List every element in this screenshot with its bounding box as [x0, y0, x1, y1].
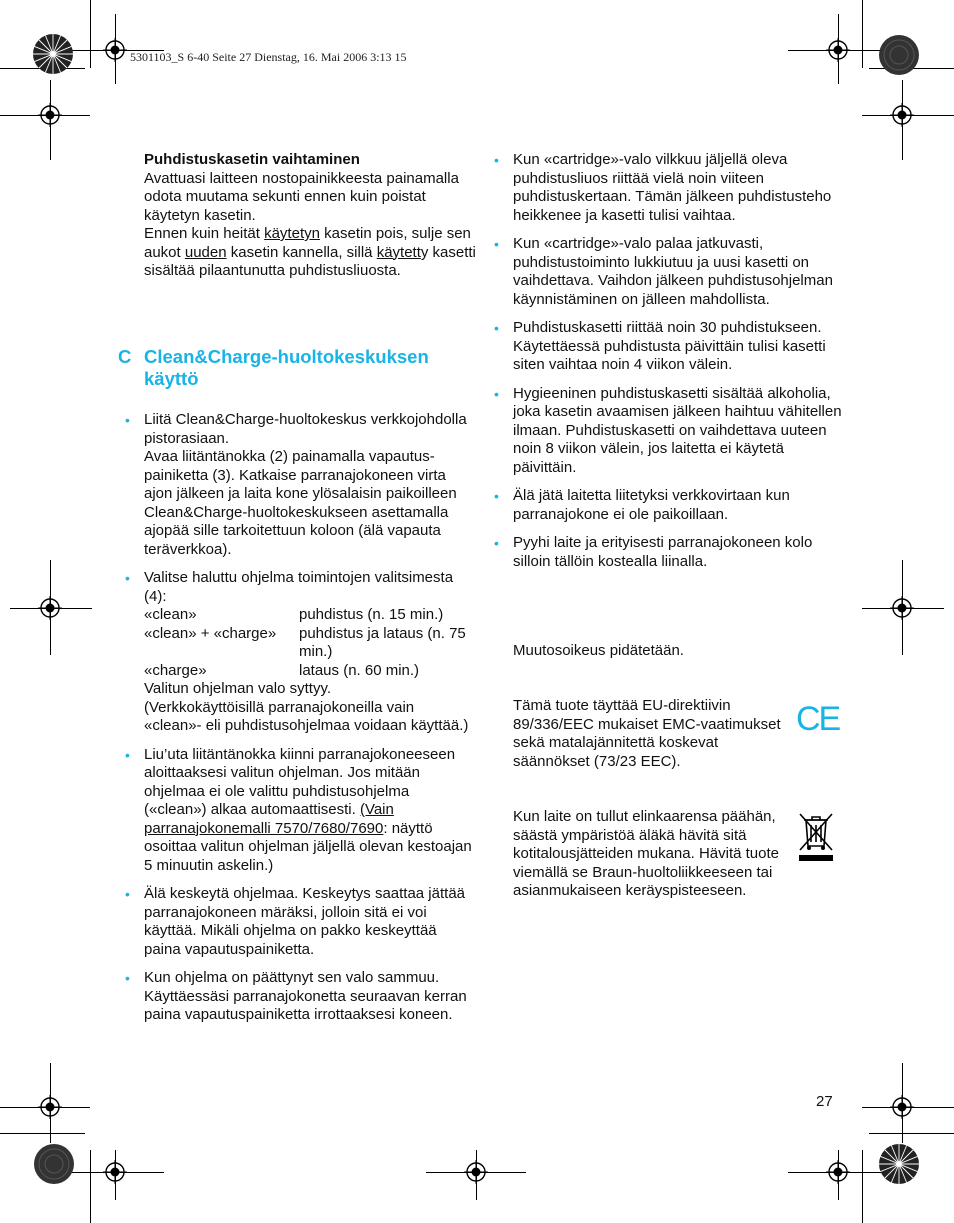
paragraph: • Liitä Clean&Charge-huoltokeskus verkkojohdolla pistorasiaan. [144, 411, 467, 447]
weee-notice: Kun laite on tullut elinkaarensa päähän, säästä ympäristöä äläkä hävitä sitä kotitalousjätteiden mukana. Hävitä tuote viemällä se Braun-huoltoliikkeeseen tai asianmukaiseen keräyspisteeseen. [513, 808, 779, 899]
program-name: «clean» + «charge» [144, 624, 277, 642]
trim-line [90, 0, 91, 68]
print-rosette-icon [32, 33, 74, 75]
section-title: Puhdistuskasetin vaihtaminen [144, 151, 360, 168]
trim-line [862, 1150, 863, 1223]
text-run: Liu’uta liitäntänokka kiinni parranajokoneeseen aloittaaksesi valitun ohjelman. Jos mitään ohjelmaa ei ole valittu puhdistusohjelma («clean») alkaa automaattisesti. [144, 745, 456, 818]
list-item: • Kun «cartridge»-valo vilkkuu jäljellä oleva puhdistusliuos riittää vielä noin viiteen puhdistuskertaan. Tämän jälkeen puhdistusteho heikkenee ja kasetti tulisi vaihtaa. [513, 151, 843, 225]
list-item: • Älä jätä laitetta liitetyksi verkkovirtaan kun parranajokone ei ole paikoillaan. [513, 487, 843, 524]
paragraph: • Valitse haluttu ohjelma toimintojen valitsimesta (4): [144, 569, 454, 605]
section-letter: C [118, 346, 132, 367]
crossed-bin-icon [797, 810, 835, 866]
paragraph: (Verkkokäyttöisillä parranajokoneilla vain «clean»- eli puhdistusohjelmaa voidaan käyttää.) [144, 698, 469, 734]
list-item [144, 969, 474, 1025]
registration-mark-icon [890, 596, 914, 620]
text-run: kasetin kannella, sillä [226, 243, 377, 261]
list-item: • Hygieeninen puhdistuskasetti sisältää alkoholia, joka kasetin avaamisen jälkeen haihtuu vähitellen ilmaan. Puhdistuskasetti on vaihdettava uuteen noin 8 viikon välein, jos laitetta ei käytetä päivittäin. [513, 385, 843, 478]
bullet-list [513, 151, 843, 571]
registration-mark-icon [890, 1095, 914, 1119]
trim-line [0, 1133, 85, 1134]
reservation-note: Muutosoikeus pidätetään. [513, 642, 684, 659]
underlined-text: käytett [376, 243, 421, 261]
print-header: 5301103_S 6-40 Seite 27 Dienstag, 16. Mai 2006 3:13 15 [130, 50, 407, 64]
paragraph: Avaa liitäntänokka (2) painamalla vapautuspainiketta (3). Katkaise parranajokoneen virta ajon jälkeen ja laita kone ylösalaisin paikoilleen Clean&Charge-huoltokeskukseen asettamalla ajopää sille tarkoitettuun koloon (älä vapauta teräverkkoa). [144, 448, 457, 558]
cartridge-section [144, 151, 479, 281]
paragraph: Avattuasi laitteen nostopainikkeesta painamalla odota muutama sekunti ennen kuin poistat käytetyn kasetin. [144, 169, 459, 224]
list-item [144, 885, 474, 959]
list-item [144, 746, 474, 876]
list-item: • Pyyhi laite ja erityisesti parranajokoneen kolo silloin tällöin kostealla liinalla. [513, 534, 843, 571]
section-heading-text: Clean&Charge-huoltokeskuksen käyttö [144, 346, 429, 389]
text-run: Ennen kuin heität [144, 225, 265, 242]
program-name: «charge» [144, 661, 207, 679]
text-run: y kasetti sisältää pilaantunutta puhdistusliuosta. [144, 243, 476, 279]
underlined-text: uuden [184, 243, 227, 261]
paragraph: • Kun ohjelma on päättynyt sen valo sammuu. Käyttäessäsi parranajokonetta seuraavan kerran paina vapautuspainiketta irrottaaksesi koneen. [144, 969, 467, 1023]
registration-mark-icon [103, 1160, 127, 1184]
paragraph [144, 746, 474, 876]
text-run: : näyttö osoittaa valitun ohjelman jäljellä olevan kestoajan 5 minuutin askelin.) [144, 819, 472, 874]
registration-mark-icon [38, 1095, 62, 1119]
program-table [144, 606, 474, 680]
ce-mark-icon: CE [796, 700, 840, 738]
text-run: kasetin pois, sulje sen aukot [144, 225, 471, 261]
usage-instructions [144, 411, 474, 1035]
registration-mark-icon [826, 1160, 850, 1184]
registration-mark-icon [826, 38, 850, 62]
print-rosette-icon [878, 1143, 920, 1185]
registration-mark-icon [464, 1160, 488, 1184]
trim-line [862, 0, 863, 68]
trim-line [869, 1133, 954, 1134]
trim-line [90, 1150, 91, 1223]
program-desc: puhdistus ja lataus (n. 75 min.) [299, 624, 466, 660]
registration-mark-icon [38, 103, 62, 127]
print-rosette-icon [33, 1143, 75, 1185]
paragraph [144, 225, 479, 281]
program-desc: lataus (n. 60 min.) [299, 661, 420, 679]
list-item: • Puhdistuskasetti riittää noin 30 puhdistukseen. Käytettäessä puhdistusta päivittäin tulisi kasetti siten vaihtaa noin 4 viikon välein. [513, 319, 843, 375]
list-item [144, 411, 474, 559]
page-number: 27 [816, 1093, 833, 1110]
list-item [144, 569, 474, 736]
registration-mark-icon [38, 596, 62, 620]
registration-mark-icon [890, 103, 914, 127]
registration-mark-icon [103, 38, 127, 62]
ce-notice: Tämä tuote täyttää EU-direktiivin 89/336/EEC mukaiset EMC-vaatimukset sekä matalajännitettä koskevat säännökset (73/23 EEC). [513, 697, 781, 770]
paragraph: • Älä keskeytä ohjelmaa. Keskeytys saattaa jättää parranajokoneen märäksi, jolloin sitä ei voi käyttää. Mikäli ohjelma on pakko keskeyttää paina vapautuspainiketta. [144, 885, 466, 958]
program-name: «clean» [144, 606, 197, 623]
bullet-list [144, 411, 474, 1025]
paragraph: Valitun ohjelman valo syttyy. [144, 680, 332, 697]
list-item: • Kun «cartridge»-valo palaa jatkuvasti, puhdistustoiminto lukkiutuu ja uusi kasetti on vaihdettava. Vaihdon jälkeen puhdistusohjelman käynnistäminen on jälleen mahdollista. [513, 235, 843, 309]
program-desc: puhdistus (n. 15 min.) [299, 606, 444, 623]
underlined-text: käytetyn [264, 225, 320, 242]
print-rosette-icon [878, 34, 920, 76]
cartridge-notes [513, 151, 843, 581]
underlined-text: (Vain parranajokonemalli 7570/7680/7690 [144, 801, 394, 837]
